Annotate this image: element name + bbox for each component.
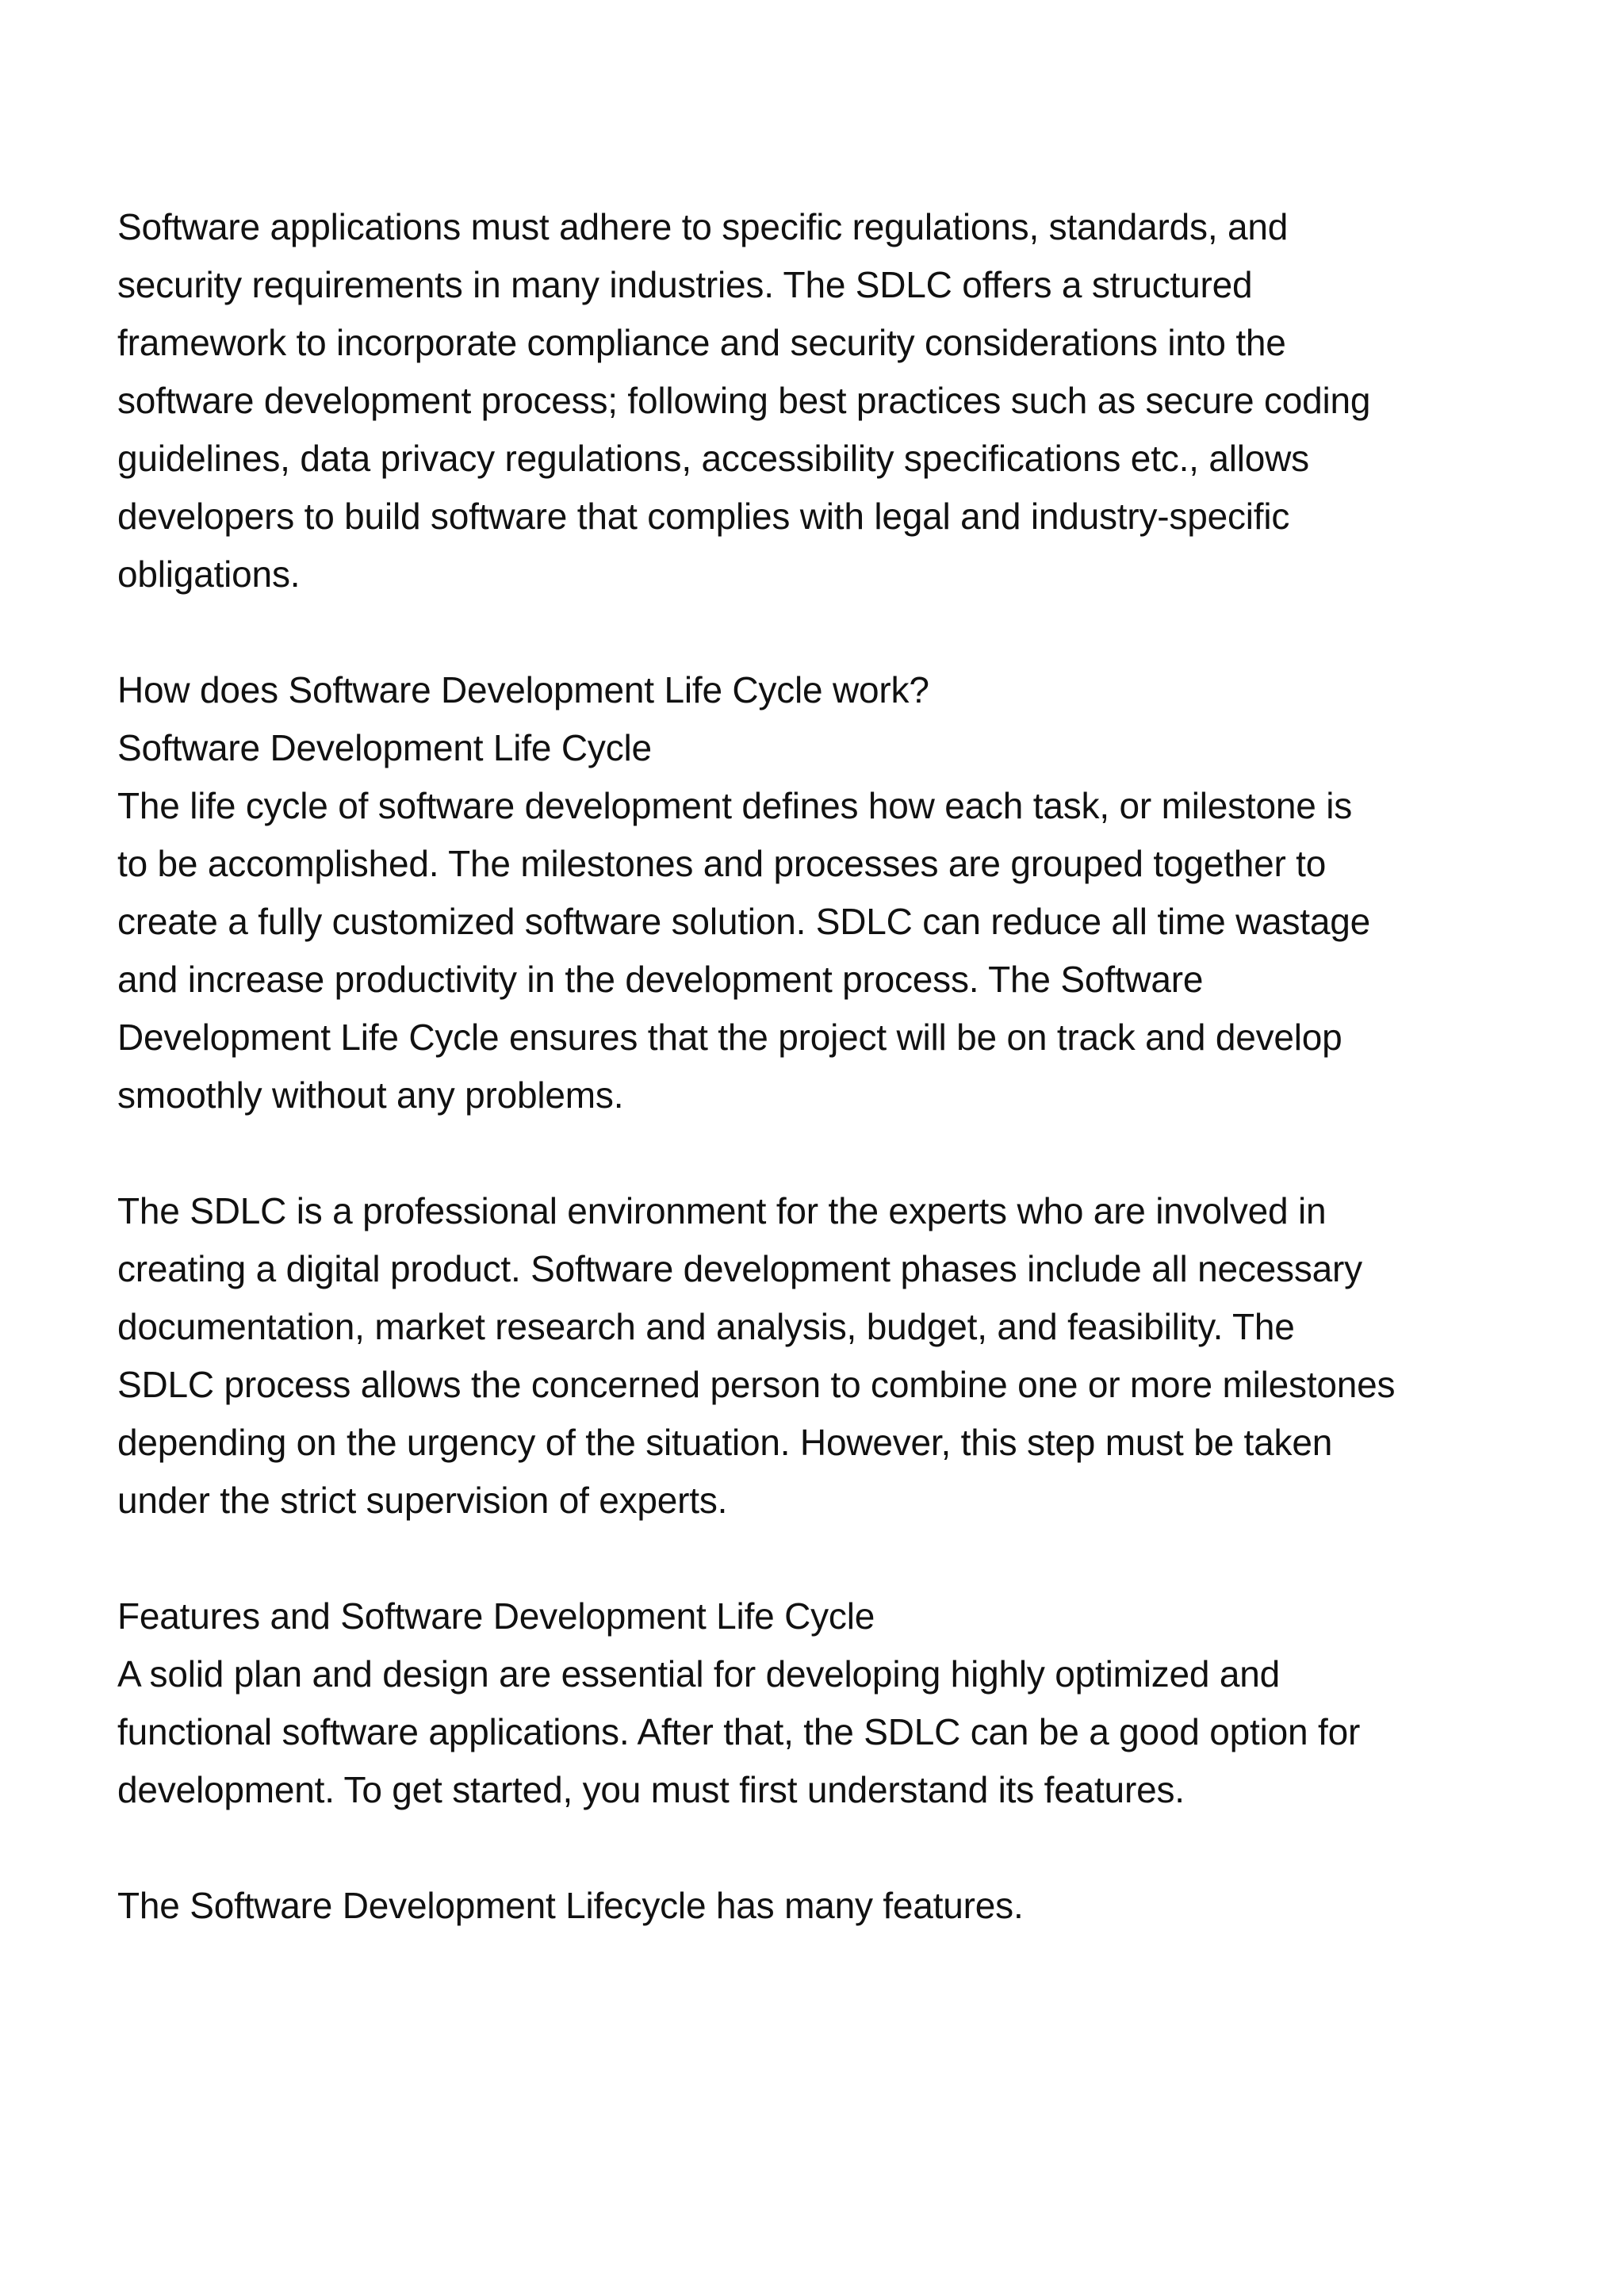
text-line: to be accomplished. The milestones and processes are grouped together to bbox=[117, 843, 1327, 884]
text-line: Software applications must adhere to specific regulations, standards, and bbox=[117, 206, 1289, 247]
paragraph-compliance bbox=[117, 198, 1513, 603]
text-line: documentation, market research and analysis, budget, and feasibility. The bbox=[117, 1306, 1295, 1347]
text-line: and increase productivity in the development process. The Software bbox=[117, 959, 1204, 1000]
text-line: guidelines, data privacy regulations, accessibility specifications etc., allows bbox=[117, 438, 1309, 479]
text-line: create a fully customized software solution. SDLC can reduce all time wastage bbox=[117, 901, 1371, 942]
document-body bbox=[117, 198, 1513, 1935]
text-line: under the strict supervision of experts. bbox=[117, 1480, 728, 1521]
text-line: A solid plan and design are essential for developing highly optimized and bbox=[117, 1653, 1281, 1695]
text-line: The SDLC is a professional environment for the experts who are involved in bbox=[117, 1190, 1327, 1231]
paragraph-spacer bbox=[117, 603, 1513, 661]
text-line: security requirements in many industries. The SDLC offers a structured bbox=[117, 264, 1253, 305]
paragraph-spacer bbox=[117, 1819, 1513, 1877]
paragraph-professional-environment bbox=[117, 1182, 1513, 1530]
text-line: smoothly without any problems. bbox=[117, 1074, 624, 1116]
text-line: development. To get started, you must first understand its features. bbox=[117, 1769, 1185, 1810]
paragraph-spacer bbox=[117, 1124, 1513, 1182]
paragraph-many-features bbox=[117, 1877, 1513, 1935]
text-line: creating a digital product. Software development phases include all necessary bbox=[117, 1248, 1362, 1289]
text-line: obligations. bbox=[117, 553, 301, 595]
paragraph-spacer bbox=[117, 1530, 1513, 1587]
paragraph-features bbox=[117, 1587, 1513, 1819]
text-line: The Software Development Lifecycle has many features. bbox=[117, 1885, 1024, 1926]
paragraph-how-sdlc-works bbox=[117, 661, 1513, 1124]
text-line: Development Life Cycle ensures that the project will be on track and develop bbox=[117, 1017, 1342, 1058]
text-line: framework to incorporate compliance and security considerations into the bbox=[117, 322, 1286, 363]
text-line: functional software applications. After that, the SDLC can be a good option for bbox=[117, 1711, 1361, 1752]
text-line: SDLC process allows the concerned person to combine one or more milestones bbox=[117, 1364, 1396, 1405]
section-heading: How does Software Development Life Cycle work? bbox=[117, 669, 929, 710]
text-line: The life cycle of software development defines how each task, or milestone is bbox=[117, 785, 1353, 826]
text-line: software development process; following best practices such as secure coding bbox=[117, 380, 1371, 421]
text-line: developers to build software that complies with legal and industry-specific bbox=[117, 496, 1290, 537]
section-subheading: Software Development Life Cycle bbox=[117, 727, 652, 768]
text-line: depending on the urgency of the situation. However, this step must be taken bbox=[117, 1422, 1333, 1463]
section-heading: Features and Software Development Life Cycle bbox=[117, 1595, 875, 1637]
